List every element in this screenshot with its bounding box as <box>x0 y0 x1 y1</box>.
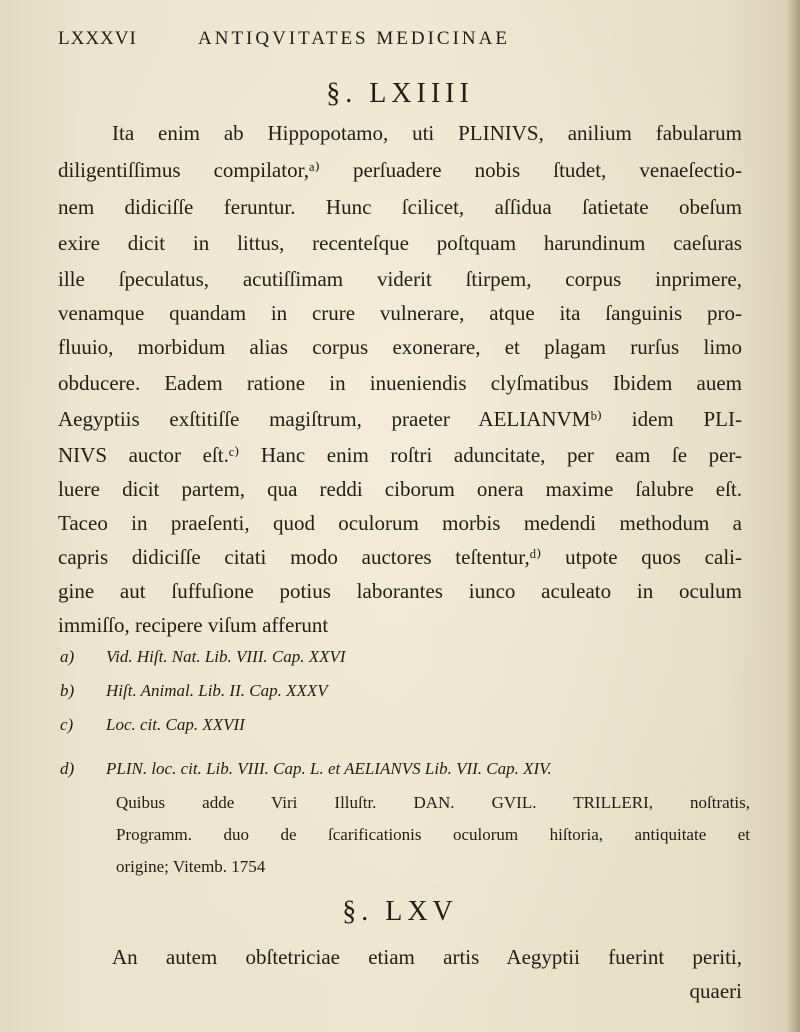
body-line: ille ſpeculatus, acutiſſimam viderit ſtirpem, corpus inprimere, <box>58 267 742 291</box>
running-title: ANTIQVITATES MEDICINAE <box>198 28 510 49</box>
body-line: NIVS auctor eſt.ᶜ⁾ Hanc enim roſtri aduncitate, per eam ſe per- <box>58 443 742 467</box>
footnote-d-continuation: origine; Vitemb. 1754 <box>116 857 266 876</box>
body-line: exire dicit in littus, recenteſque poſtquam harundinum caeſuras <box>58 231 742 255</box>
body-line: gine aut ſuffuſione potius laborantes iunco aculeato in oculum <box>58 579 742 603</box>
footnote-mark: b) <box>60 681 75 700</box>
running-header <box>58 28 628 50</box>
footnote-a <box>60 642 750 672</box>
section-heading-lxv: §. LXV <box>342 896 458 927</box>
footnote-d-continuation: Quibus adde Viri Illuſtr. DAN. GVIL. TRILLERI, noſtratis, <box>116 793 750 812</box>
footnote-b <box>60 676 750 706</box>
body-line: Ita enim ab Hippopotamo, uti PLINIVS, anilium fabularum <box>112 121 742 145</box>
footnote-text: Hiſt. Animal. Lib. II. Cap. XXXV <box>106 681 328 700</box>
body-line: capris didiciſſe citati modo auctores teſtentur,ᵈ⁾ utpote quos cali- <box>58 545 742 569</box>
body-line: fluuio, morbidum alias corpus exonerare, et plagam rurſus limo <box>58 335 742 359</box>
footnote-mark: c) <box>60 715 74 734</box>
body-line: Aegyptiis exſtitiſſe magiſtrum, praeter AELIANVMᵇ⁾ idem PLI- <box>58 407 742 431</box>
body-line: Taceo in praeſenti, quod oculorum morbis medendi methodum a <box>58 511 742 535</box>
footnote-text: Vid. Hiſt. Nat. Lib. VIII. Cap. XXVI <box>106 647 346 666</box>
page-spine-shadow <box>786 0 800 1032</box>
section-heading-lxiiii: §. LXIIII <box>326 78 474 109</box>
footnote-d-continuation: Programm. duo de ſcarificationis oculorum hiſtoria, antiquitate et <box>116 825 750 844</box>
body-line: nem didiciſſe feruntur. Hunc ſcilicet, aſſidua ſatietate obeſum <box>58 195 742 219</box>
footnote-d <box>60 754 750 784</box>
footnote-text: Loc. cit. Cap. XXVII <box>106 715 245 734</box>
body-line: obducere. Eadem ratione in inueniendis clyſmatibus Ibidem auem <box>58 371 742 395</box>
body-line: venamque quandam in crure vulnerare, atque ita ſanguinis pro- <box>58 301 742 325</box>
catchword: quaeri <box>689 979 742 1003</box>
footnote-mark: a) <box>60 647 75 666</box>
body-line: immiſſo, recipere viſum afferunt <box>58 613 329 637</box>
footnote-mark: d) <box>60 759 75 778</box>
footnote-text: PLIN. loc. cit. Lib. VIII. Cap. L. et AELIANVS Lib. VII. Cap. XIV. <box>106 759 552 778</box>
footnote-c <box>60 710 750 740</box>
body-line: diligentiſſimus compilator,ᵃ⁾ perſuadere nobis ſtudet, venaeſectio- <box>58 158 742 182</box>
page-number: LXXXVI <box>58 28 137 49</box>
body-line: luere dicit partem, qua reddi ciborum onera maxime ſalubre eſt. <box>58 477 742 501</box>
body-line: An autem obſtetriciae etiam artis Aegyptii fuerint periti, <box>112 945 742 969</box>
